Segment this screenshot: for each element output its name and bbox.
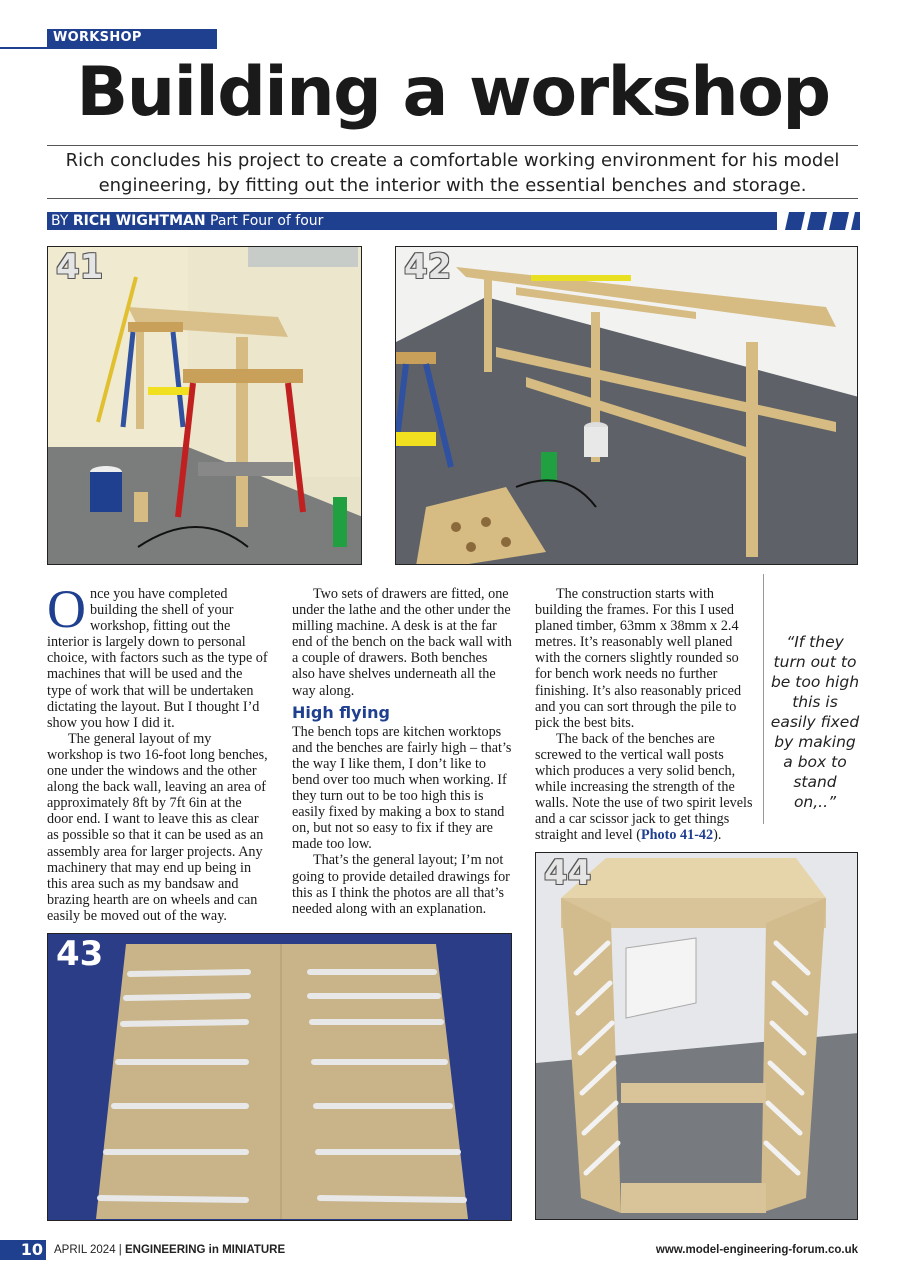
paragraph: Two sets of drawers are fitted, one under the lathe and the other under the milling machine. A desk is at the far end of the bench on the back wall with a couple of drawers. Both benches also have shelves underneath all the way along. <box>292 586 512 699</box>
paragraph <box>535 731 754 844</box>
paragraph-text: The back of the benches are screwed to the vertical wall posts which produces a very solid bench, while increasing the strength of the walls. Note the use of two spirit levels and a car scissor jack to get things straight and level ( <box>535 730 753 844</box>
photo-44 <box>535 852 858 1220</box>
photo-42 <box>395 246 858 565</box>
photo-43-number: 43 <box>56 934 104 974</box>
article-title: Building a workshop <box>76 53 830 132</box>
photo-41 <box>47 246 362 565</box>
paragraph: The construction starts with building the frames. For this I used planed timber, 63mm x 38mm x 2.4 metres. It’s reasonably well planed with the corners slightly rounded so for bench work needs no further finishing. It’s also reasonably priced and you can sort through the pile to pick the best bits. <box>535 586 742 731</box>
article-column-2 <box>292 586 512 917</box>
drop-cap: O <box>47 579 86 639</box>
page-number: 10 <box>0 1240 46 1260</box>
footer-issue <box>54 1243 285 1257</box>
byline-prefix: BY <box>51 213 69 229</box>
byline-author: RICH WIGHTMAN <box>72 213 206 229</box>
paragraph-text: nce you have completed building the shell of your workshop, fitting out the interior is largely down to personal choice, with factors such as the type of machines that will be used and the type of work that will be undertaken dictating the layout. But I thought I’d show you how I did it. <box>47 586 268 731</box>
paragraph: The general layout of my workshop is two 16-foot long benches, one under the windows and the other along the back wall, leaving an area of approximately 8ft by 7ft 6in at the door end. I want to leave this as clear as possible so that it can be used as an assembly area for larger projects. Any machinery that may end up being in this area such as my bandsaw and brazing hearth are on wheels and can easily be moved out of the way. <box>47 730 268 924</box>
byline-part: Part Four of four <box>210 213 324 229</box>
article-column-3 <box>535 586 754 844</box>
byline-stripes <box>785 212 860 230</box>
paragraph: The bench tops are kitchen worktops and the benches are fairly high – that’s the way I like them, I don’t like to bend over too much when working. If they turn out to be too high this is easily fixed by making a box to stand on, but not so easy to fix if they are made too low. <box>292 723 512 853</box>
section-tag: WORKSHOP <box>47 29 217 47</box>
photo-reference: Photo 41-42 <box>640 827 714 844</box>
footer-url: www.model-engineering-forum.co.uk <box>655 1244 858 1256</box>
photo-44-number: 44 <box>544 853 592 893</box>
photo-43 <box>47 933 512 1221</box>
standfirst: Rich concludes his project to create a comfortable working environment for his model engineering, by fitting out the interior with the essential benches and storage. <box>65 150 840 196</box>
photo-42-number: 42 <box>404 247 452 287</box>
pullquote-rule <box>763 574 764 824</box>
subheading: High flying <box>292 702 390 722</box>
standfirst-rule-top <box>47 145 858 146</box>
pullquote: “If they turn out to be too high this is easily fixed by making a box to stand on,..” <box>770 633 860 811</box>
section-tag-rule <box>0 47 217 49</box>
article-column-1 <box>47 579 268 924</box>
paragraph: That’s the general layout; I’m not going to provide detailed drawings for this as I think the photos are all that’s needed along with an explanation. <box>292 852 510 917</box>
footer-date: APRIL 2024 | <box>54 1244 125 1256</box>
paragraph <box>47 579 268 731</box>
standfirst-rule-bottom <box>47 198 858 199</box>
paragraph-text-end: ). <box>713 827 722 844</box>
footer-publication: ENGINEERING in MINIATURE <box>124 1244 286 1256</box>
byline <box>47 212 777 230</box>
photo-41-number: 41 <box>56 247 104 287</box>
